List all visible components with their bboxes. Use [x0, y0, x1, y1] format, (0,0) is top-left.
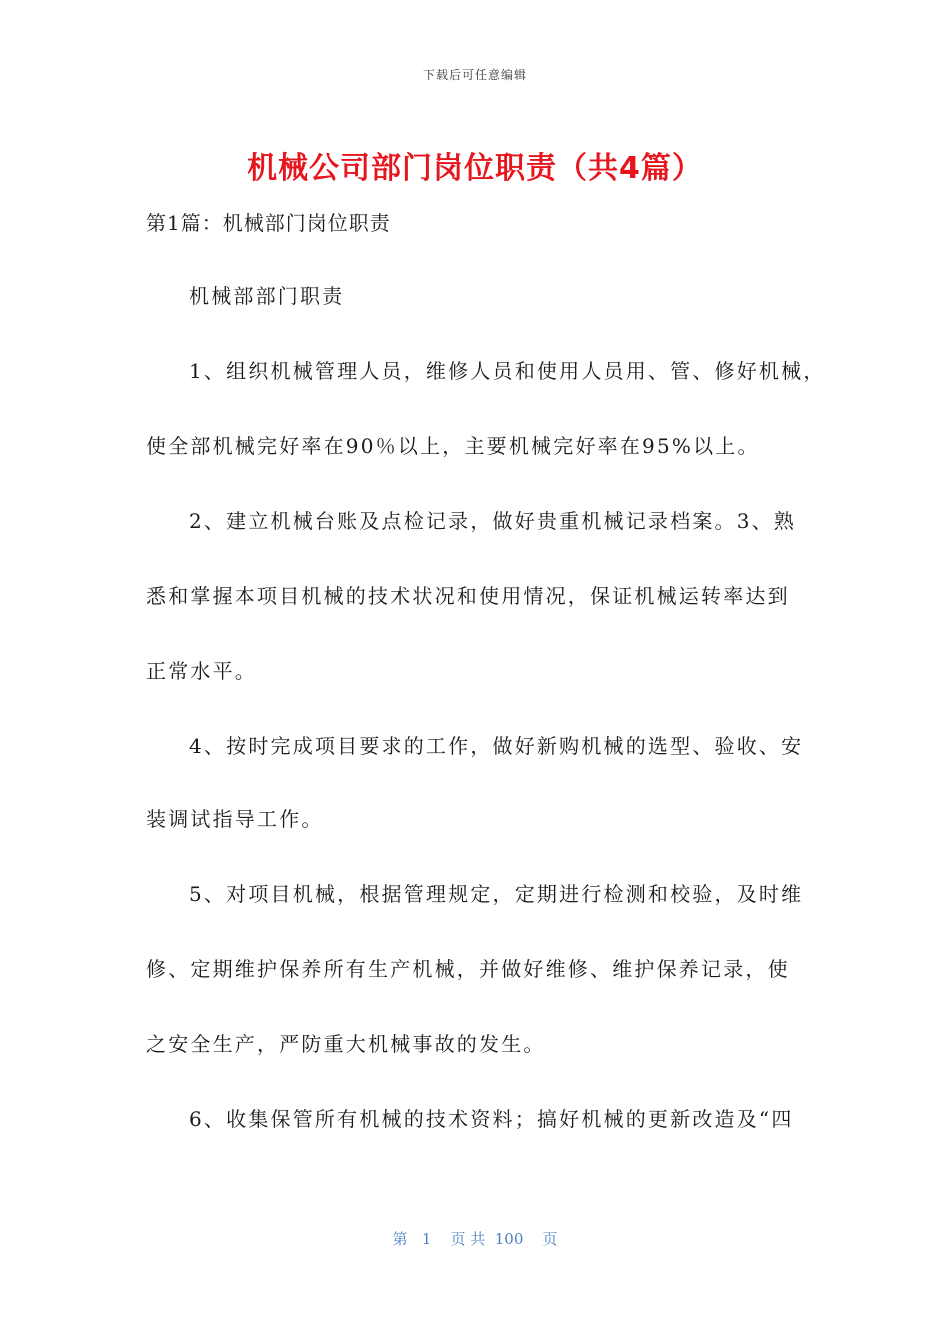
- header-note: 下载后可任意编辑: [422, 68, 527, 82]
- paragraph-line: 机械部部门职责: [189, 284, 345, 308]
- paragraph-line: 之安全生产，严防重大机械事故的发生。: [146, 1032, 546, 1056]
- paragraph-line: 装调试指导工作。: [146, 807, 324, 831]
- paragraph-line: 4、按时完成项目要求的工作，做好新购机械的选型、验收、安: [189, 734, 804, 758]
- paragraph-line: 正常水平。: [146, 659, 257, 683]
- page-footer: 第 1 页 共 100 页: [392, 1230, 558, 1248]
- paragraph-line: 1、组织机械管理人员，维修人员和使用人员用、管、修好机械，: [189, 359, 826, 383]
- paragraph-line: 5、对项目机械，根据管理规定，定期进行检测和校验，及时维: [189, 882, 804, 906]
- document-title: 机械公司部门岗位职责（共4篇）: [247, 151, 703, 186]
- section-heading: 第1篇：机械部门岗位职责: [146, 211, 391, 235]
- paragraph-line: 使全部机械完好率在90％以上，主要机械完好率在95%以上。: [146, 434, 760, 458]
- paragraph-line: 悉和掌握本项目机械的技术状况和使用情况，保证机械运转率达到: [146, 584, 790, 608]
- paragraph-line: 6、收集保管所有机械的技术资料；搞好机械的更新改造及“四: [189, 1107, 794, 1131]
- paragraph-line: 2、建立机械台账及点检记录，做好贵重机械记录档案。3、熟: [189, 509, 797, 533]
- paragraph-line: 修、定期维护保养所有生产机械，并做好维修、维护保养记录，使: [146, 957, 790, 981]
